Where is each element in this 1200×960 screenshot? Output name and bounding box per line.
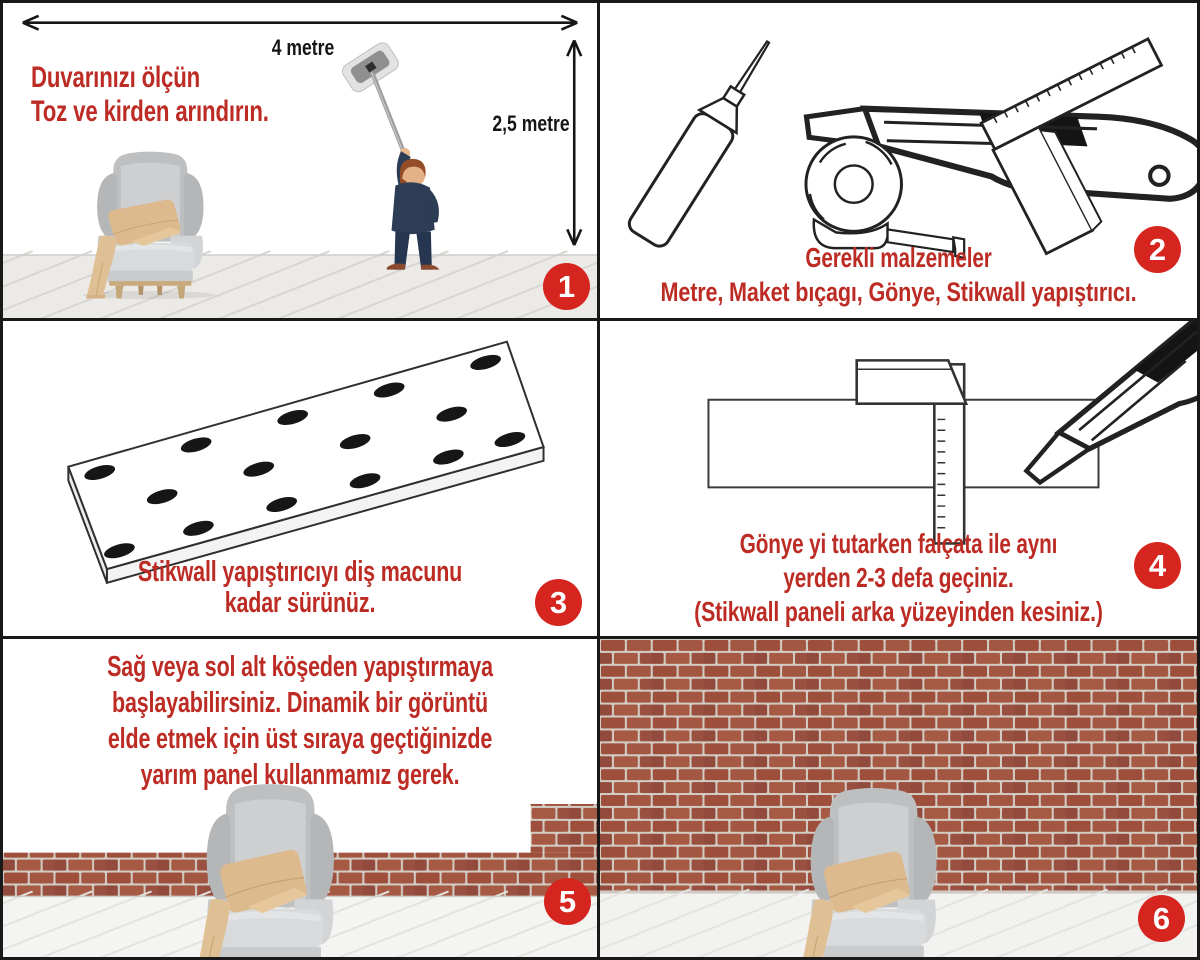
step-panel-4 [600,321,1197,639]
step-panel-2 [600,3,1197,321]
instruction-line: kadar sürünüz. [224,587,376,619]
instruction-text [3,649,597,793]
width-measurement-label: 4 metre [271,35,335,60]
instruction-line: elde etmek için üst sıraya geçtiğinizde [107,723,493,755]
instruction-line: Duvarınızı ölçün [31,61,201,94]
step-panel-1 [3,3,600,321]
step-panel-5 [3,639,600,957]
panel-6-illustration [600,639,1197,957]
step-badge: 5 [544,878,591,925]
instruction-text [3,557,597,619]
instruction-line: yarım panel kullanmamız gerek. [140,759,460,791]
instruction-line: Toz ve kirden arındırın. [31,95,269,128]
step-badge: 2 [1134,226,1181,273]
height-measurement-label: 2,5 metre [492,111,570,136]
step-badge: 6 [1138,895,1185,942]
instruction-line: Gerekli malzemeler [805,242,992,273]
instruction-line: Metre, Maket bıçagı, Gönye, Stikwall yapıştırıcı. [660,277,1137,307]
instruction-text [600,241,1197,309]
step-panel-3 [3,321,600,639]
step-badge: 3 [535,579,582,626]
brick-wall-patch [531,804,597,853]
step-badge: 4 [1134,542,1181,589]
instruction-line: (Stikwall paneli arka yüzeyinden kesiniz.) [694,596,1103,627]
instruction-text [600,527,1197,629]
width-arrow-icon [23,16,577,30]
instruction-line: Sağ veya sol alt köşeden yapıştırmaya [107,651,493,683]
adhesive-panel-icon [68,342,543,583]
silicone-tube-icon [626,31,787,250]
instruction-line: yerden 2-3 defa geçiniz. [783,562,1014,593]
instruction-line: başlayabilirsiniz. Dinamik bir görüntü [112,687,488,719]
instruction-line: Gönye yi tutarken falçata ile aynı [739,528,1058,559]
step-panel-6 [600,639,1197,957]
instruction-line: Stikwall yapıştırıcıyı diş macunu [137,556,463,588]
armchair-icon [190,784,348,957]
step-badge: 1 [543,263,590,310]
